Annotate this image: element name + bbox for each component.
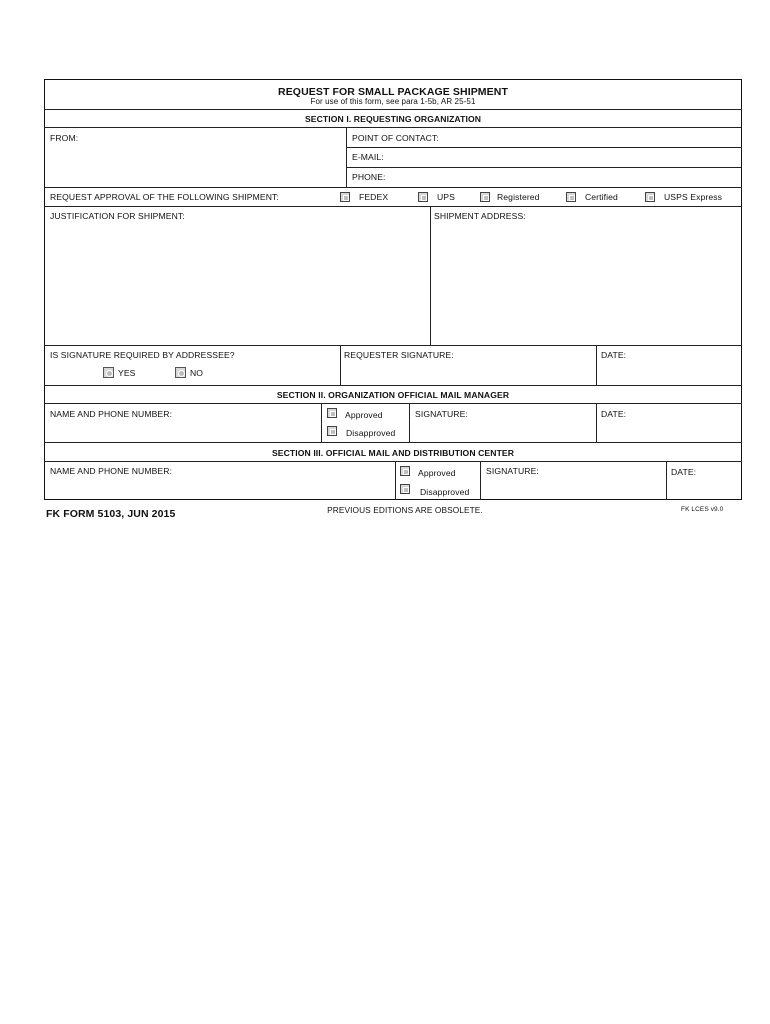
requester-signature-label: REQUESTER SIGNATURE: bbox=[344, 350, 454, 360]
rule bbox=[430, 206, 431, 345]
section1-header: SECTION I. REQUESTING ORGANIZATION bbox=[304, 114, 482, 124]
form-title: REQUEST FOR SMALL PACKAGE SHIPMENT bbox=[278, 86, 508, 98]
section3-signature-field[interactable] bbox=[482, 477, 664, 498]
section2-approved-label: Approved bbox=[345, 410, 383, 420]
certified-checkbox[interactable] bbox=[566, 192, 576, 202]
rule bbox=[346, 127, 347, 187]
distribution-center-name-label: NAME AND PHONE NUMBER: bbox=[50, 466, 173, 476]
rule bbox=[44, 127, 742, 128]
section2-disapproved-checkbox[interactable] bbox=[327, 426, 337, 436]
poc-label: POINT OF CONTACT: bbox=[352, 133, 439, 143]
rule bbox=[44, 442, 742, 443]
section2-signature-field[interactable] bbox=[411, 420, 594, 440]
usps-express-checkbox[interactable] bbox=[645, 192, 655, 202]
section3-disapproved-label: Disapproved bbox=[420, 487, 470, 497]
rule bbox=[44, 461, 742, 462]
section3-disapproved-checkbox[interactable] bbox=[400, 484, 410, 494]
rule bbox=[44, 403, 742, 404]
justification-label: JUSTIFICATION FOR SHIPMENT: bbox=[50, 211, 185, 221]
shipment-address-label: SHIPMENT ADDRESS: bbox=[434, 211, 526, 221]
distribution-center-name-field[interactable] bbox=[46, 477, 393, 498]
rule bbox=[44, 187, 742, 188]
usps-express-label: USPS Express bbox=[664, 192, 723, 202]
section3-header: SECTION III. OFFICIAL MAIL AND DISTRIBUTION CENTER bbox=[271, 448, 515, 458]
section3-signature-label: SIGNATURE: bbox=[486, 466, 539, 476]
phone-label: PHONE: bbox=[352, 172, 386, 182]
section2-approved-checkbox[interactable] bbox=[327, 408, 337, 418]
section2-date-label: DATE: bbox=[601, 409, 627, 419]
mail-manager-name-field[interactable] bbox=[46, 420, 319, 440]
rule bbox=[44, 345, 742, 346]
rule bbox=[596, 403, 597, 442]
yes-radio[interactable] bbox=[103, 367, 114, 378]
no-label: NO bbox=[190, 368, 204, 378]
requester-date-label: DATE: bbox=[601, 350, 627, 360]
rule bbox=[321, 403, 322, 442]
fedex-label: FEDEX bbox=[359, 192, 389, 202]
yes-label: YES bbox=[118, 368, 136, 378]
section3-date-label: DATE: bbox=[671, 467, 697, 477]
section2-signature-label: SIGNATURE: bbox=[415, 409, 468, 419]
form-subtitle: For use of this form, see para 1-5b, AR 25-51 bbox=[310, 97, 476, 106]
rule bbox=[346, 167, 742, 168]
section2-date-field[interactable] bbox=[598, 420, 740, 440]
mail-manager-name-label: NAME AND PHONE NUMBER: bbox=[50, 409, 173, 419]
ups-checkbox[interactable] bbox=[418, 192, 428, 202]
rule bbox=[340, 345, 341, 385]
rule bbox=[409, 403, 410, 442]
rule bbox=[346, 147, 742, 148]
section3-approved-checkbox[interactable] bbox=[400, 466, 410, 476]
from-label: FROM: bbox=[50, 133, 79, 143]
shipment-address-field[interactable] bbox=[432, 222, 740, 343]
phone-field[interactable] bbox=[392, 169, 740, 185]
poc-field[interactable] bbox=[450, 129, 740, 145]
form-id: FK FORM 5103, JUN 2015 bbox=[46, 508, 176, 520]
rule bbox=[666, 461, 667, 500]
email-field[interactable] bbox=[390, 149, 740, 165]
requester-signature-field[interactable] bbox=[342, 361, 594, 383]
ups-label: UPS bbox=[437, 192, 455, 202]
justification-field[interactable] bbox=[46, 222, 428, 343]
registered-label: Registered bbox=[497, 192, 540, 202]
rule bbox=[395, 461, 396, 500]
section3-date-field[interactable] bbox=[668, 478, 740, 498]
signature-required-label: IS SIGNATURE REQUIRED BY ADDRESSEE? bbox=[50, 350, 235, 360]
fedex-checkbox[interactable] bbox=[340, 192, 350, 202]
email-label: E-MAIL: bbox=[352, 152, 384, 162]
approval-label: REQUEST APPROVAL OF THE FOLLOWING SHIPMENT: bbox=[50, 192, 279, 202]
obsolete-notice: PREVIOUS EDITIONS ARE OBSOLETE. bbox=[327, 505, 483, 515]
from-field[interactable] bbox=[46, 143, 344, 185]
section2-disapproved-label: Disapproved bbox=[346, 428, 396, 438]
rule bbox=[44, 109, 742, 110]
registered-checkbox[interactable] bbox=[480, 192, 490, 202]
section3-approved-label: Approved bbox=[418, 468, 456, 478]
rule bbox=[44, 385, 742, 386]
rule bbox=[44, 206, 742, 207]
requester-date-field[interactable] bbox=[598, 361, 740, 383]
certified-label: Certified bbox=[585, 192, 618, 202]
form-version: FK LCES v9.0 bbox=[681, 506, 724, 513]
rule bbox=[480, 461, 481, 500]
section2-header: SECTION II. ORGANIZATION OFFICIAL MAIL MANAGER bbox=[276, 390, 510, 400]
no-radio[interactable] bbox=[175, 367, 186, 378]
rule bbox=[596, 345, 597, 385]
